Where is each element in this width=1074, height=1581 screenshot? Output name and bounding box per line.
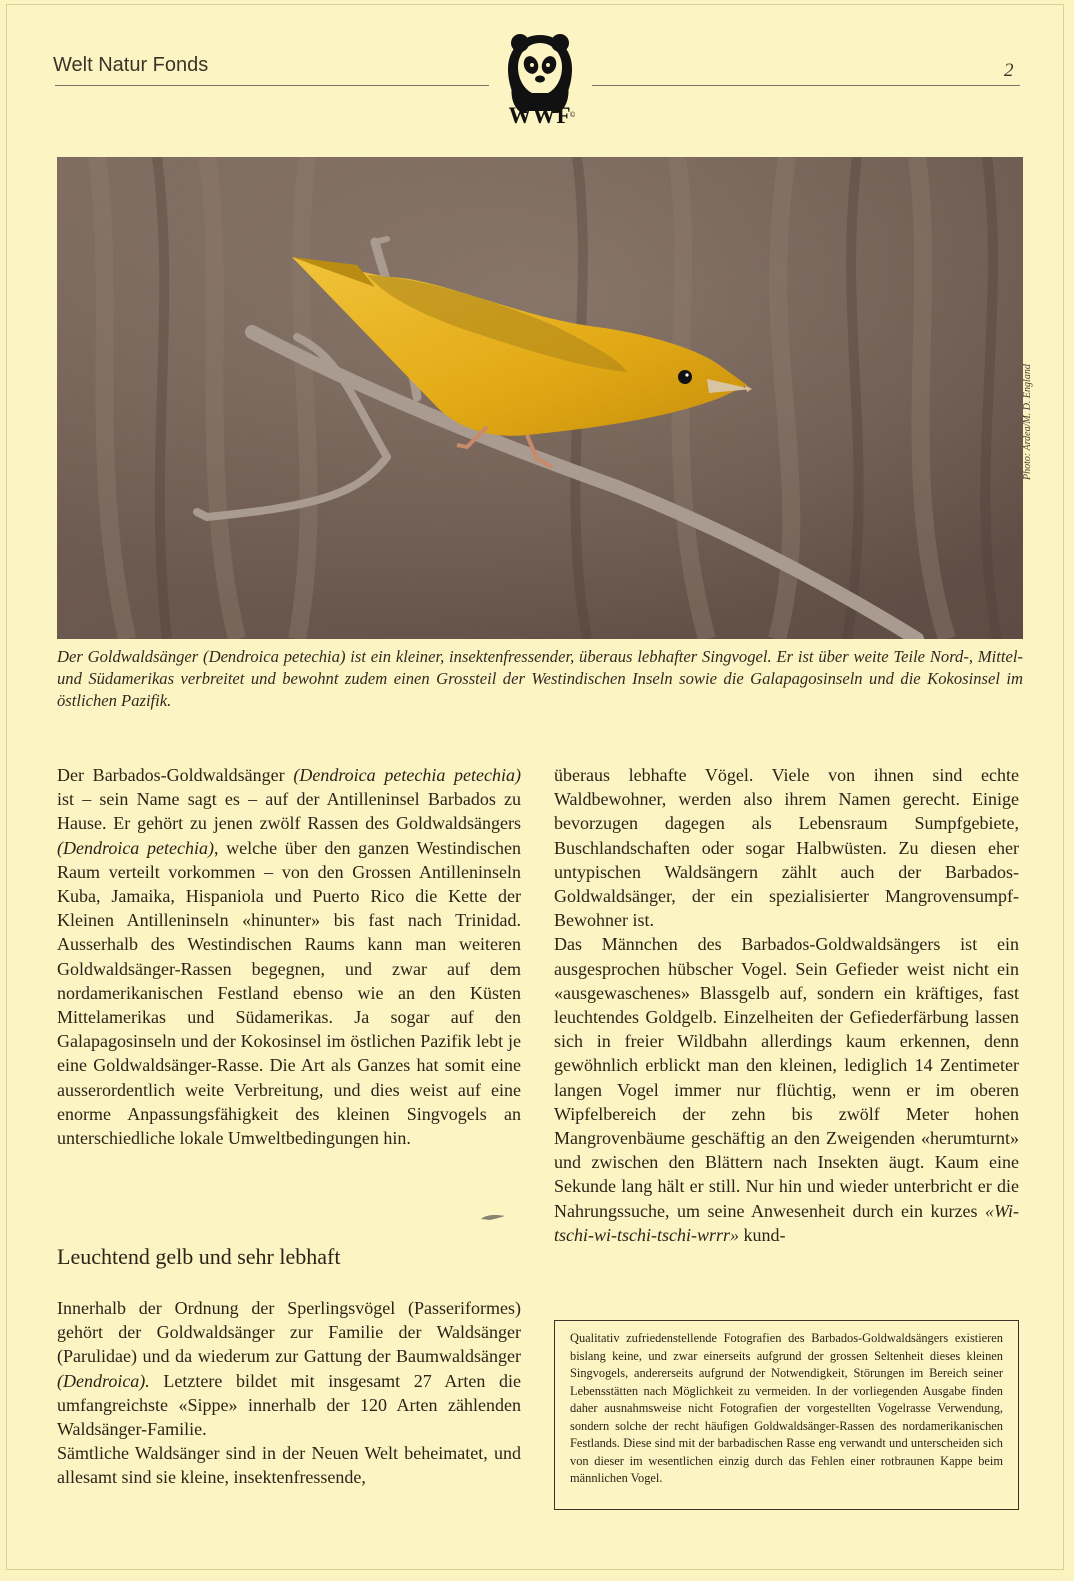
article-column-2 [554,763,1019,1247]
body-text: Das Männchen des Barbados-Goldwaldsängers ist ein ausgesprochen hübscher Vogel. Sein Gefieder weist nicht ein «ausgewaschenes» Blassgelb auf, sondern ein kräftiges, fast leuchtendes Goldgelb. Einzelheiten der Gefiederfärbung lassen sich in freier Wildbahn allerdings kaum erkennen, denn gewöhnlich erblickt man den kleinen, lediglich 14 Zentimeter langen Vogel immer nur flüchtig, wenn er im oberen Wipfelbereich der zehn bis zwölf Meter hohen Mangrovenbäume geschäftig an den Zweigenden «herumturnt» und zwischen den Blättern nach Insekten äugt. Kaum eine Sekunde lang hält er still. Nur hin und wieder unterbricht er die Nahrungssuche, um seine Anwesenheit durch ein kurzes [554,934,1019,1221]
bird-call: «Wi-tschi-wi-tschi-tschi-wrrr» [554,1200,1019,1245]
genus-name: (Dendroica). [57,1370,150,1391]
header-rule-right [592,85,1020,86]
species-name: (Dendroica petechia) [57,837,214,858]
svg-text:©: © [570,112,576,119]
article-column-3 [57,1296,521,1490]
header-rule-left [55,85,489,86]
bird-silhouette-icon [480,1213,506,1221]
body-text: ist – sein Name sagt es – auf der Antilleninsel Barbados zu Hause. Er gehört zu jenen zwölf Rassen des Goldwaldsängers [57,789,521,834]
page-number: 2 [1004,60,1014,81]
paragraph [554,932,1019,1247]
wwf-logo-text: WWF [508,103,572,128]
body-text: kund- [739,1224,786,1245]
goldwaldsaenger-photo-illustration [57,157,1023,639]
article-column-1 [57,763,521,1150]
photo-caption: Der Goldwaldsänger (Dendroica petechia) ist ein kleiner, insektenfressender, überaus lebhafter Singvogel. Er ist über weite Teile Nord-, Mittel- und Südamerikas verbreitet und bewohnt zudem einen Grossteil der Westindischen Inseln sowie die Galapagosinseln und die Kokosinsel im östlichen Pazifik. [57,647,1023,710]
species-name: (Dendroica petechia petechia) [293,765,521,785]
bird-photo [57,157,1023,639]
photo-note-box: Qualitativ zufriedenstellende Fotografien des Barbados-Goldwaldsängers existieren bislang keine, und zwar einerseits aufgrund der grossen Seltenheit dieses kleinen Singvogels, andererseits aufgrund der Notwendigkeit, Störungen im Bereich seiner Lebensstätten nach Möglichkeit zu vermeiden. In der vorliegenden Ausgabe finden daher ausnahmsweise nicht Fotografien der vorgestellten Vogelrasse Verwendung, sondern solche der recht häufigen Goldwaldsänger-Rassen des nordamerikanischen Festlands. Diese sind mit der barbadischen Rasse eng verwandt und unterscheiden sich von dieser im wesentlichen einzig durch das Fehlen einer rotbraunen Kappe beim männlichen Vogel. [554,1320,1019,1510]
body-text: Innerhalb der Ordnung der Sperlingsvögel (Passeriformes) gehört der Goldwaldsänger zur Familie der Waldsänger (Parulidae) und da wiederum zur Gattung der Baumwaldsänger [57,1298,521,1367]
paragraph: Sämtliche Waldsänger sind in der Neuen Welt beheimatet, und allesamt sind sie kleine, insektenfressende, [57,1443,521,1488]
paragraph [57,763,521,1150]
photo-credit: Photo: Ardea/M. D. England [1022,364,1033,480]
section-heading: Leuchtend gelb und sehr lebhaft [57,1244,341,1269]
paragraph: überaus lebhafte Vögel. Viele von ihnen sind echte Waldbewohner, werden also ihrem Namen gerecht. Einige bevorzugen dagegen als Lebensraum Sumpfgebiete, Buschlandschaften oder sogar Halbwüsten. Zu diesen eher untypischen Waldsängern zählt auch der Barbados-Goldwaldsänger, der ein spezialisierter Mangrovensumpf-Bewohner ist. [554,765,1019,931]
org-name: Welt Natur Fonds [53,54,209,76]
paragraph [57,1296,521,1441]
body-text: , welche über den ganzen Westindischen Raum verteilt vorkommen – von den Grossen Antilleninseln Kuba, Jamaika, Hispaniola und Puerto Rico die Kette der Kleinen Antilleninseln «hinunter» bis fast nach Trinidad. Ausserhalb des Westindischen Raums kann man weiteren Goldwaldsänger-Rassen begegnen, und zwar auf dem nordamerikanischen Festland ebenso wie an den Küsten Mittelamerikas und Südamerikas. Ja sogar auf den Galapagosinseln und der Kokosinsel im östlichen Pazifik lebt je eine Goldwaldsänger-Rasse. Die Art als Ganzes hat somit eine ausserordentlich weite Verbreitung, und dies weist auf eine enorme Anpassungsfähigkeit des kleinen Singvogels an unterschiedliche lokale Umweltbedingungen hin. [57,837,521,1149]
lead-text: Der Barbados-Goldwaldsänger [57,765,294,785]
body-text: Letztere bildet mit insgesamt 27 Arten die umfangreichste «Sippe» innerhalb der 120 Arten zählenden Waldsänger-Familie. [57,1370,521,1440]
